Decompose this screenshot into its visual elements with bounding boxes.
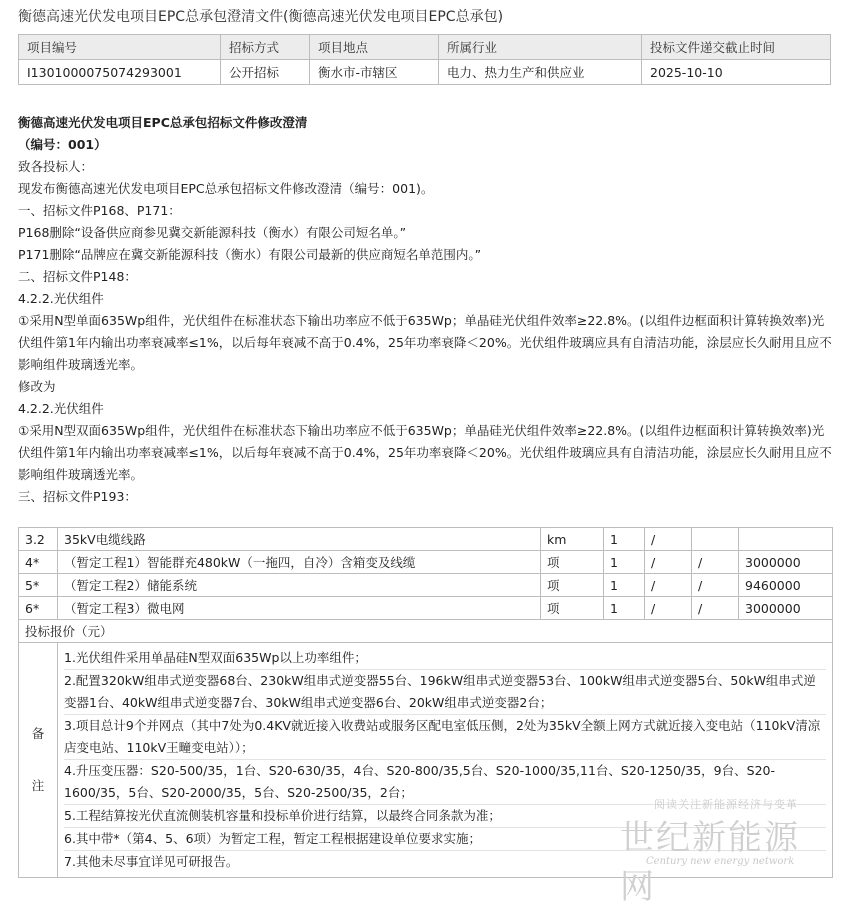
header-location: 项目地点 xyxy=(310,35,439,60)
section-2-revised-text: ①采用N型双面635Wp组件，光伏组件在标准状态下输出功率应不低于635Wp；单晶硅光伏组件效率≥22.8%。(以组件边框面积计算转换效率)光伏组件第1年内输出功率衰减率≤1%，以后每年衰减不高于0.4%，25年功率衰降＜20%。光伏组件玻璃应具有自清洁功能，涂层应长久耐用且应不影响组件玻璃透光率。 xyxy=(18,423,832,482)
item-col-b: / xyxy=(692,597,739,620)
item-col-b: / xyxy=(692,551,739,574)
project-location: 衡水市-市辖区 xyxy=(310,60,439,85)
remark-item: 5.工程结算按光伏直流侧装机容量和投标单价进行结算，以最终合同条款为准； xyxy=(64,805,826,828)
item-col-a: / xyxy=(645,528,692,551)
remarks-label-char-1: 备 xyxy=(31,726,45,741)
header-industry: 所属行业 xyxy=(439,35,642,60)
item-qty: 1 xyxy=(604,551,645,574)
item-amount: 9460000 xyxy=(739,574,833,597)
remark-item: 1.光伏组件采用单晶硅N型双面635Wp以上功率组件； xyxy=(64,647,826,670)
info-value-row xyxy=(19,60,831,85)
table-row xyxy=(19,528,833,551)
item-name: （暂定工程3）微电网 xyxy=(58,597,541,620)
item-amount xyxy=(739,528,833,551)
item-unit: 项 xyxy=(541,597,604,620)
section-1-title: 一、招标文件P168、P171： xyxy=(18,203,181,218)
bid-price-label: 投标报价（元） xyxy=(19,620,833,643)
doc-heading: 衡德高速光伏发电项目EPC总承包招标文件修改澄清 xyxy=(18,115,308,130)
section-3-title: 三、招标文件P193： xyxy=(18,489,137,504)
section-2-subtitle-revised: 4.2.2.光伏组件 xyxy=(18,401,104,416)
remark-item: 2.配置320kW组串式逆变器68台、230kW组串式逆变器55台、196kW组串式逆变器53台、100kW组串式逆变器5台、50kW组串式逆变器1台、40kW组串式逆变器7台、30kW组串式逆变器6台、20kW组串式逆变器2台； xyxy=(64,670,826,715)
project-info-table xyxy=(18,34,831,85)
doc-number: （编号：001） xyxy=(18,137,107,152)
salutation: 致各投标人： xyxy=(18,159,94,174)
project-id: I1301000075074293001 xyxy=(19,60,221,85)
item-no: 6* xyxy=(19,597,58,620)
clarification-document xyxy=(18,112,833,508)
item-amount: 3000000 xyxy=(739,597,833,620)
item-col-a: / xyxy=(645,551,692,574)
table-row xyxy=(19,574,833,597)
table-row xyxy=(19,551,833,574)
item-col-a: / xyxy=(645,574,692,597)
item-unit: 项 xyxy=(541,551,604,574)
item-col-a: / xyxy=(645,597,692,620)
remark-item: 7.其他未尽事宜详见可研报告。 xyxy=(64,854,239,869)
intro-text: 现发布衡德高速光伏发电项目EPC总承包招标文件修改澄清（编号：001)。 xyxy=(18,181,434,196)
section-2-original-text: ①采用N型单面635Wp组件，光伏组件在标准状态下输出功率应不低于635Wp；单晶硅光伏组件效率≥22.8%。(以组件边框面积计算转换效率)光伏组件第1年内输出功率衰减率≤1%，以后每年衰减不高于0.4%，25年功率衰降＜20%。光伏组件玻璃应具有自清洁功能，涂层应长久耐用且应不影响组件玻璃透光率。 xyxy=(18,313,832,372)
industry: 电力、热力生产和供应业 xyxy=(439,60,642,85)
watermark-english: Century new energy network xyxy=(646,856,795,867)
deadline: 2025-10-10 xyxy=(642,60,831,85)
remarks-label-char-2: 注 xyxy=(31,778,45,793)
item-qty: 1 xyxy=(604,528,645,551)
section-2-change-label: 修改为 xyxy=(18,379,56,394)
remark-item: 4.升压变压器：S20-500/35，1台、S20-630/35，4台、S20-800/35,5台、S20-1000/35,11台、S20-1250/35，9台、S20-1600/35，5台、S20-2000/35，5台、S20-2500/35，2台； xyxy=(64,760,826,805)
section-2-title: 二、招标文件P148： xyxy=(18,269,137,284)
item-name: 35kV电缆线路 xyxy=(58,528,541,551)
item-no: 5* xyxy=(19,574,58,597)
item-col-b: / xyxy=(692,574,739,597)
section-1-p168: P168删除“设备供应商参见冀交新能源科技（衡水）有限公司短名单。” xyxy=(18,225,407,240)
item-name: （暂定工程2）储能系统 xyxy=(58,574,541,597)
section-2-subtitle: 4.2.2.光伏组件 xyxy=(18,291,104,306)
item-qty: 1 xyxy=(604,597,645,620)
remark-item: 6.其中带*（第4、5、6项）为暂定工程，暂定工程根据建设单位要求实施； xyxy=(64,828,826,851)
info-header-row xyxy=(19,35,831,60)
page-title: 衡德高速光伏发电项目EPC总承包澄清文件(衡德高速光伏发电项目EPC总承包) xyxy=(18,9,504,25)
section-1-p171: P171删除“品牌应在冀交新能源科技（衡水）有限公司最新的供应商短名单范围内。” xyxy=(18,247,482,262)
bid-method: 公开招标 xyxy=(221,60,310,85)
item-amount: 3000000 xyxy=(739,551,833,574)
remarks-label xyxy=(19,643,58,878)
item-no: 3.2 xyxy=(19,528,58,551)
watermark-brand: 世纪新能源网 xyxy=(620,818,800,907)
item-name: （暂定工程1）智能群充480kW（一拖四，自冷）含箱变及线缆 xyxy=(58,551,541,574)
remark-item: 3.项目总计9个并网点（其中7处为0.4KV就近接入收费站或服务区配电室低压侧，2处为35kV全额上网方式就近接入变电站（110kV清凉店变电站、110kV王疃变电站））； xyxy=(64,715,826,760)
item-qty: 1 xyxy=(604,574,645,597)
item-unit: km xyxy=(541,528,604,551)
table-row xyxy=(19,597,833,620)
item-col-b xyxy=(692,528,739,551)
header-deadline: 投标文件递交截止时间 xyxy=(642,35,831,60)
watermark-slogan: 阅读关注新能源经济与变革 xyxy=(654,798,798,811)
header-bid-method: 招标方式 xyxy=(221,35,310,60)
bid-price-row xyxy=(19,620,833,643)
item-unit: 项 xyxy=(541,574,604,597)
header-project-id: 项目编号 xyxy=(19,35,221,60)
watermark-logo xyxy=(612,796,834,907)
item-no: 4* xyxy=(19,551,58,574)
